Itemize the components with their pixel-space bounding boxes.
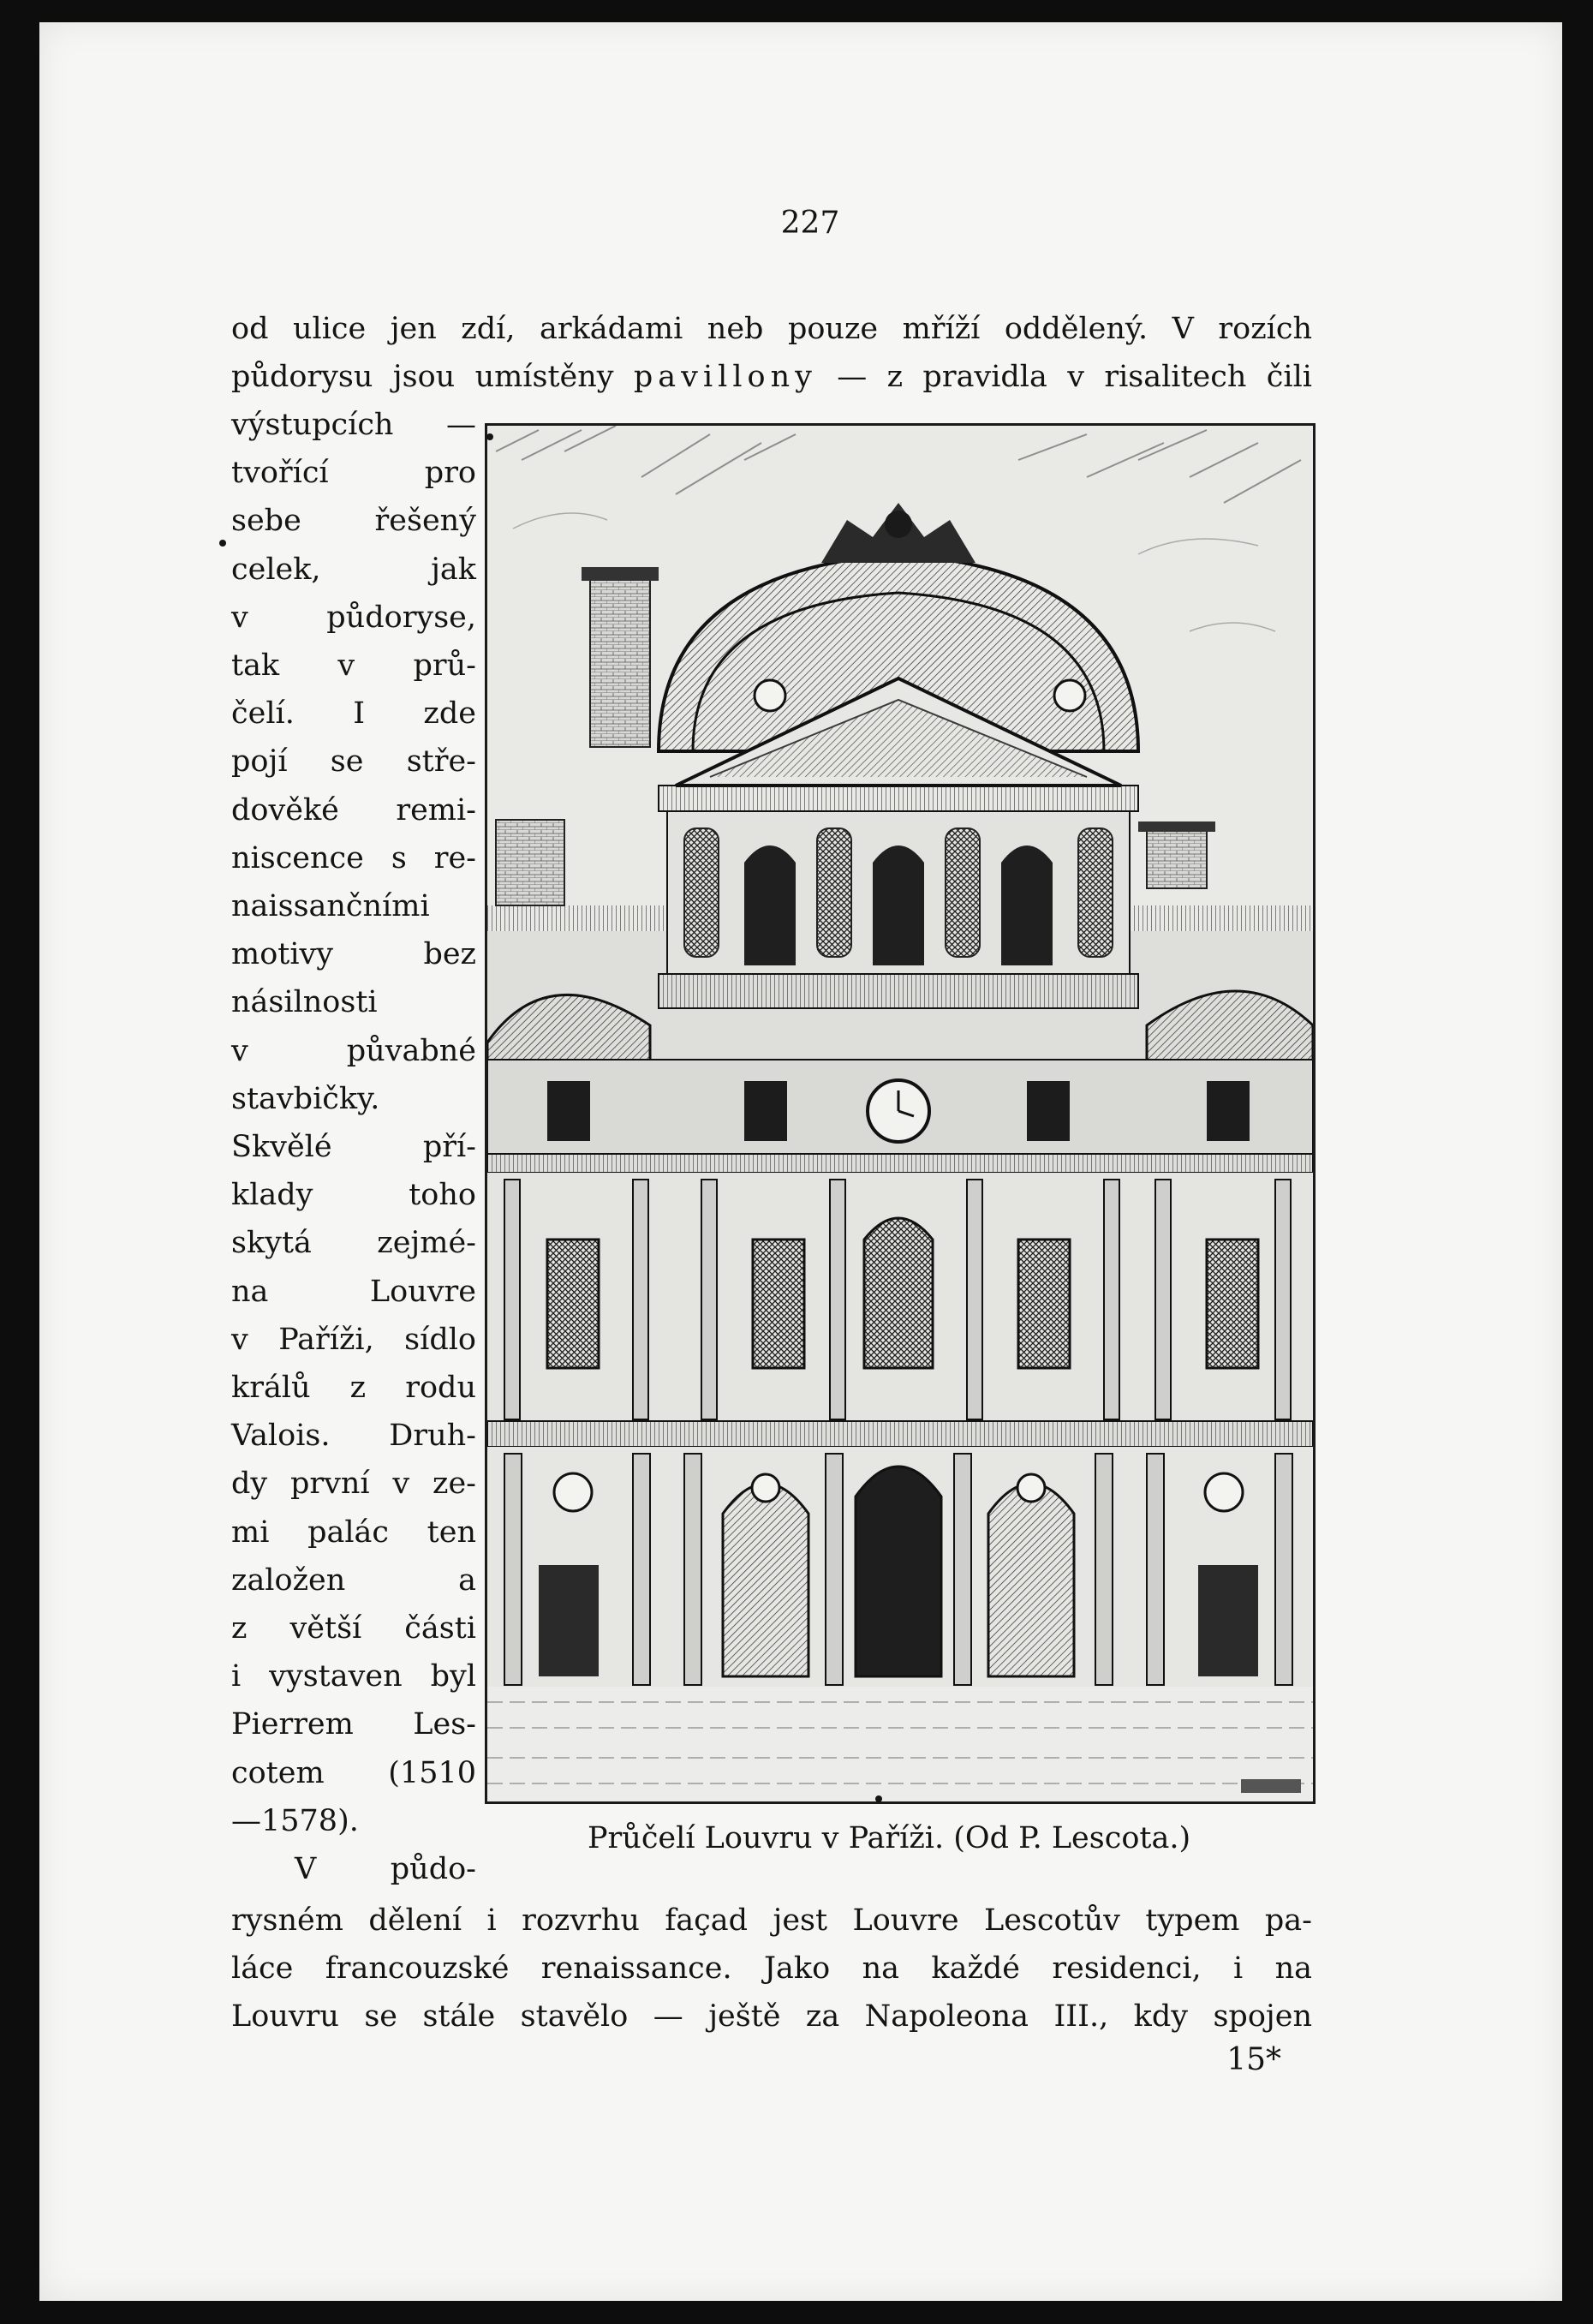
side-text-line: z větší části bbox=[231, 1611, 476, 1646]
side-text-line: niscence s re- bbox=[231, 840, 476, 875]
side-text-line: dy první v ze- bbox=[231, 1467, 476, 1502]
left-chimney bbox=[590, 576, 650, 747]
side-text-line: králů z rodu bbox=[231, 1371, 476, 1405]
side-text-line: v půvabné bbox=[231, 1033, 476, 1068]
text-line-2a: půdorysu jsou umístěny bbox=[231, 360, 614, 394]
side-text-line: založen a bbox=[231, 1562, 476, 1598]
side-text-line: stavbičky. bbox=[231, 1081, 380, 1116]
side-text-line: čelí. I zde bbox=[231, 696, 476, 732]
right-chimney bbox=[1147, 828, 1207, 888]
side-text-line: sebe řešený bbox=[231, 504, 476, 539]
text-line-b3: Louvru se stále stavělo — ještě za Napoleona III., kdy spojen bbox=[231, 1999, 1312, 2034]
side-text-line: v půdoryse, bbox=[231, 600, 476, 635]
side-text-line: na Louvre bbox=[231, 1274, 476, 1309]
side-text-line: naissančními bbox=[231, 889, 430, 923]
side-text-line: výstupcích — bbox=[231, 408, 476, 442]
book-page bbox=[39, 22, 1562, 2301]
louvre-facade-illustration bbox=[485, 423, 1316, 1804]
text-line-2 bbox=[231, 353, 1312, 401]
text-line-b1: rysném dělení i rozvrhu façad jest Louvre Lescotův typem pa- bbox=[231, 1903, 1312, 1938]
side-text-line: V půdo- bbox=[295, 1852, 476, 1886]
side-text-line: skytá zejmé- bbox=[231, 1226, 476, 1261]
spaced-word-pavillony: pavillony bbox=[633, 360, 817, 394]
side-text-line: Skvělé pří- bbox=[231, 1130, 476, 1164]
page-number: 227 bbox=[780, 206, 840, 241]
side-text-line: Valois. Druh- bbox=[231, 1419, 476, 1454]
figure-caption: Průčelí Louvru v Paříži. (Od P. Lescota.) bbox=[588, 1821, 1191, 1855]
text-line-1: od ulice jen zdí, arkádami neb pouze mříží oddělený. V rozích bbox=[231, 312, 1312, 346]
side-text-line: —1578). bbox=[231, 1803, 359, 1838]
side-text-line: mi palác ten bbox=[231, 1514, 476, 1550]
text-line-2c: — z pravidla v risalitech čili bbox=[837, 360, 1312, 394]
side-text-line: v Paříži, sídlo bbox=[231, 1322, 476, 1357]
attic-windows bbox=[744, 845, 1053, 965]
side-text-line: celek, jak bbox=[231, 552, 476, 587]
side-text-line: cotem (1510 bbox=[231, 1755, 476, 1790]
side-text-line: tak v prů- bbox=[231, 648, 476, 683]
signature-mark: 15* bbox=[1226, 2042, 1281, 2077]
side-text-line: i vystaven byl bbox=[231, 1659, 476, 1694]
side-text-line: klady toho bbox=[231, 1178, 476, 1213]
side-text-line: násilnosti bbox=[231, 985, 378, 1020]
side-text-line: motivy bez bbox=[231, 937, 476, 972]
engraving-svg bbox=[487, 426, 1313, 1801]
text-line-b2: láce francouzské renaissance. Jako na každé residenci, i na bbox=[231, 1951, 1312, 1986]
side-text-line: pojí se stře- bbox=[231, 744, 476, 780]
side-text-line: Pierrem Les- bbox=[231, 1707, 476, 1742]
side-text-line: dověké remi- bbox=[231, 792, 476, 827]
balustrade bbox=[659, 974, 1138, 1008]
side-text-line: tvořící pro bbox=[231, 456, 476, 491]
